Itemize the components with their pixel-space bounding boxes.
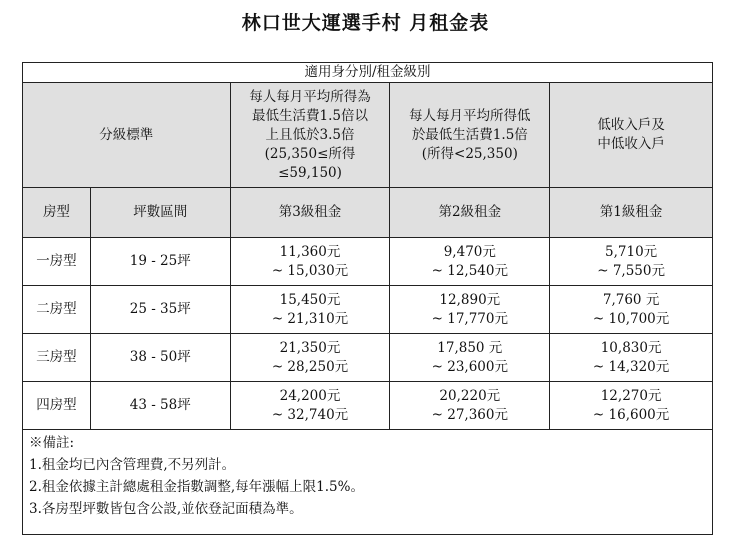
top-header: 適用身分別/租金級別	[23, 63, 713, 83]
rent-r3	[230, 286, 390, 334]
criteria-line: (25,350≤所得	[264, 145, 356, 162]
rent-line: ~ 10,700元	[592, 310, 670, 327]
rent-r2	[390, 238, 550, 286]
table-row	[23, 286, 713, 334]
criteria-line: 上且低於3.5倍	[265, 126, 355, 143]
note-line: 1.租金均已內含管理費,不另列計。	[29, 457, 236, 473]
rent-line: 17,850 元	[437, 339, 503, 356]
rent-line: ~ 16,600元	[592, 406, 670, 423]
rent-line: ~ 17,770元	[431, 310, 508, 327]
rent-line: ~ 21,310元	[271, 310, 349, 327]
rent-r1	[550, 334, 713, 382]
rent-line: 12,890元	[439, 291, 501, 308]
rent-line: ~ 32,740元	[271, 406, 349, 423]
size-range: 43 - 58坪	[90, 382, 230, 430]
table-row	[23, 238, 713, 286]
col-header-rent-3: 第3級租金	[230, 188, 390, 238]
criteria-line: 於最低生活費1.5倍	[411, 126, 528, 143]
rent-table	[22, 62, 713, 535]
room-type: 四房型	[23, 382, 91, 430]
rent-line: ~ 14,320元	[592, 358, 670, 375]
note-line: ※備註:	[29, 435, 75, 451]
rent-line: 12,270元	[600, 387, 662, 404]
criteria-line: 中低收入戶	[597, 136, 665, 152]
rent-r2	[390, 382, 550, 430]
room-type: 二房型	[23, 286, 91, 334]
criteria-line: 最低生活費1.5倍以	[252, 107, 368, 124]
criteria-line: 低收入戶及	[597, 117, 665, 133]
rent-line: ~ 27,360元	[431, 406, 508, 423]
col-header-type: 房型	[23, 188, 91, 238]
criteria-label: 分級標準	[23, 83, 231, 188]
rent-line: 21,350元	[279, 339, 341, 356]
page-title: 林口世大運選手村 月租金表	[241, 12, 490, 34]
room-type: 一房型	[23, 238, 91, 286]
rent-line: 24,200元	[279, 387, 341, 404]
size-range: 38 - 50坪	[90, 334, 230, 382]
rent-line: 20,220元	[439, 387, 501, 404]
note-line: 2.租金依據主計總處租金指數調整,每年漲幅上限1.5%。	[29, 479, 364, 495]
criteria-level-1	[550, 83, 713, 188]
rent-r1	[550, 238, 713, 286]
rent-line: ~ 23,600元	[431, 358, 508, 375]
criteria-line: 每人每月平均所得低	[409, 107, 531, 124]
rent-line: ~ 12,540元	[431, 262, 508, 279]
rent-r3	[230, 238, 390, 286]
rent-r1	[550, 286, 713, 334]
rent-line: ~ 15,030元	[271, 262, 349, 279]
criteria-line: 每人每月平均所得為	[249, 88, 371, 105]
note-line: 3.各房型坪數皆包含公設,並依登記面積為準。	[29, 501, 303, 517]
rent-r2	[390, 286, 550, 334]
rent-r1	[550, 382, 713, 430]
table-row	[23, 382, 713, 430]
rent-r3	[230, 382, 390, 430]
criteria-line: (所得<25,350)	[421, 145, 518, 162]
rent-line: 5,710元	[605, 243, 658, 260]
col-header-rent-2: 第2級租金	[390, 188, 550, 238]
rent-line: 9,470元	[443, 243, 496, 260]
size-range: 25 - 35坪	[90, 286, 230, 334]
rent-line: 15,450元	[279, 291, 341, 308]
criteria-line: ≤59,150)	[278, 164, 342, 181]
criteria-level-3	[230, 83, 390, 188]
notes	[23, 430, 713, 535]
col-header-rent-1: 第1級租金	[550, 188, 713, 238]
rent-line: ~ 7,550元	[597, 262, 665, 279]
criteria-level-2	[390, 83, 550, 188]
rent-line: 7,760 元	[602, 291, 660, 308]
table-row	[23, 334, 713, 382]
size-range: 19 - 25坪	[90, 238, 230, 286]
rent-line: 10,830元	[600, 339, 662, 356]
room-type: 三房型	[23, 334, 91, 382]
rent-line: ~ 28,250元	[271, 358, 349, 375]
rent-r2	[390, 334, 550, 382]
rent-r3	[230, 334, 390, 382]
col-header-size: 坪數區間	[90, 188, 230, 238]
rent-line: 11,360元	[279, 243, 341, 260]
